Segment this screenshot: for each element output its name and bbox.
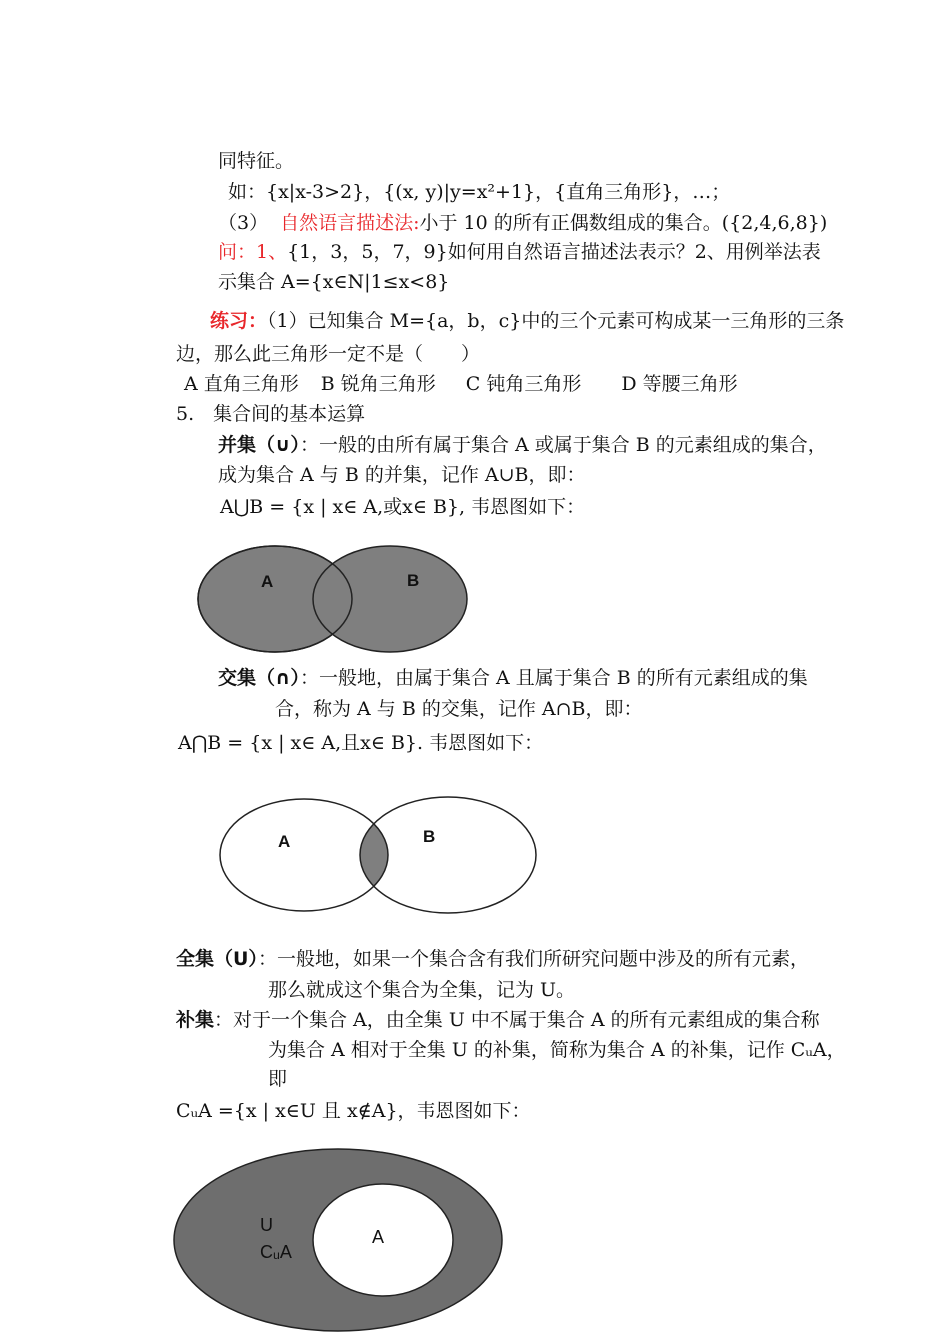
universal-term: 全集（U）: [176, 948, 258, 970]
exercise-label: 练习：: [210, 310, 268, 332]
option-a: A 直角三角形: [184, 373, 299, 395]
complement-formula: CᵤA ={x | x∈U 且 x∉A}，韦恩图如下：: [176, 1100, 531, 1122]
option-b: B 锐角三角形: [320, 373, 436, 395]
complement-def-2: 为集合 A 相对于全集 U 的补集，简称为集合 A 的补集，记作 CᵤA，: [268, 1039, 846, 1061]
intersection-term: 交集（∩）: [218, 667, 300, 689]
union-venn-caption: , 韦恩图如下：: [459, 496, 586, 518]
intersection-label-a: A: [278, 832, 291, 851]
union-circle-b: [313, 546, 467, 652]
union-definition: [218, 433, 827, 457]
complement-term: 补集: [176, 1009, 215, 1031]
question: [218, 240, 821, 264]
intro-example: 如：{x|x-3>2}，{(x, y)|y=x²+1}，{直角三角形}，…；: [228, 181, 731, 203]
intersection-def-1: ：一般地，由属于集合 A 且属于集合 B 的所有元素组成的集: [299, 667, 808, 689]
section-heading: 5. 集合间的基本运算: [176, 403, 366, 425]
union-label-a: A: [261, 572, 274, 591]
method-3: [218, 211, 827, 235]
complement-def-1: ：对于一个集合 A，由全集 U 中不属于集合 A 的所有元素组成的集合称: [214, 1009, 820, 1031]
intersection-definition: [218, 666, 808, 690]
method-3-name: 自然语言描述法:: [280, 212, 420, 234]
complement-definition: [176, 1008, 820, 1032]
exercise-text-1: （1）已知集合 M={a，b，c}中的三个元素可构成某一三角形的三条: [267, 310, 845, 332]
intro-line-1: 同特征。: [218, 150, 295, 172]
union-formula-line: [220, 495, 585, 519]
intersection-def-2: 合，称为 A 与 B 的交集，记作 A∩B，即：: [275, 698, 643, 720]
union-def-2: 成为集合 A 与 B 的并集，记作 A∪B，即：: [218, 464, 586, 486]
intersection-venn-caption: . 韦恩图如下：: [417, 732, 544, 754]
method-3-text: 小于 10 的所有正偶数组成的集合。({2,4,6,8}): [419, 212, 828, 234]
complement-venn-diagram: [165, 1145, 515, 1340]
complement-label-u: U: [260, 1215, 273, 1235]
union-term: 并集（∪）: [218, 434, 300, 456]
union-venn-diagram: [195, 535, 480, 665]
question-label: 问：1、: [218, 241, 288, 263]
question-line-2: 示集合 A={x∈N|1≤x<8}: [218, 271, 450, 293]
intersection-venn-diagram: [210, 795, 550, 925]
universal-def-2: 那么就成这个集合为全集，记为 U。: [268, 979, 576, 1001]
universal-definition: [176, 947, 809, 971]
exercise: [210, 309, 844, 333]
intersection-formula-line: [178, 731, 543, 755]
complement-label-a: A: [372, 1227, 385, 1247]
union-formula: A⋃B = {x | x∈ A,或x∈ B}: [220, 496, 460, 518]
method-3-number: （3）: [218, 212, 269, 234]
option-d: D 等腰三角形: [621, 373, 738, 395]
complement-def-3: 即: [268, 1068, 288, 1090]
exercise-options: [184, 372, 738, 396]
question-text: {1，3，5，7，9}如何用自然语言描述法表示？2、用例举法表: [287, 241, 821, 263]
universal-def-1: ：一般地，如果一个集合含有我们所研究问题中涉及的所有元素，: [257, 948, 809, 970]
union-label-b: B: [407, 571, 420, 590]
exercise-text-2: 边，那么此三角形一定不是（ ）: [176, 343, 481, 365]
option-c: C 钝角三角形: [465, 373, 582, 395]
union-def-1: ：一般的由所有属于集合 A 或属于集合 B 的元素组成的集合，: [299, 434, 827, 456]
complement-label-cua: CᵤA: [260, 1242, 292, 1262]
intersection-formula: A⋂B = {x | x∈ A,且x∈ B}: [178, 732, 418, 754]
intersection-label-b: B: [423, 827, 436, 846]
